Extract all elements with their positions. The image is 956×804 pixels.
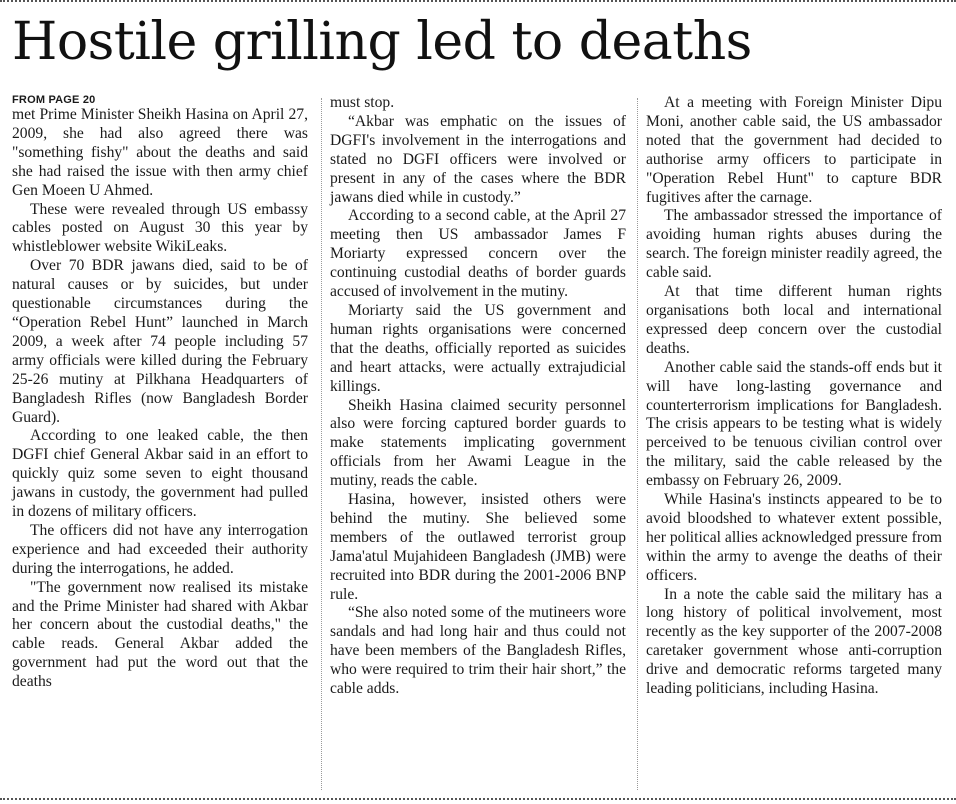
paragraph: The officers did not have any interrogation experience and had exceeded their authority during the interrogations, he added. [12,521,308,577]
paragraph: The ambassador stressed the importance of avoiding human rights abuses during the search. The foreign minister readily agreed, the cable said. [646,207,942,282]
continuation-kicker: FROM PAGE 20 [12,94,96,106]
paragraph: At that time different human rights organisations both local and international expressed deep concern over the custodial deaths. [646,283,942,357]
column-divider [637,98,638,790]
paragraph: While Hasina's instincts appeared to be to avoid bloodshed to whatever extent possible, her political allies acknowledged pressure from within the army to avenge the deaths of their officers. [646,491,942,584]
headline: Hostile grilling led to deaths [12,12,752,72]
paragraph: met Prime Minister Sheikh Hasina on April 27, 2009, she had also agreed there was "something fishy" about the deaths and said she had raised the issue with then army chief Gen Moeen U Ahmed. [12,106,308,199]
paragraph: “Akbar was emphatic on the issues of DGFI's involvement in the interrogations and stated no DGFI officers were involved or present in any of the cases where the BDR jawans died while in custody.” [330,112,626,206]
column-1 [12,94,308,692]
paragraph: These were revealed through US embassy cables posted on August 30 this year by whistleblower website WikiLeaks. [12,200,308,256]
paragraph: “She also noted some of the mutineers wore sandals and had long hair and thus could not have been members of the Bangladesh Rifles, who were required to trim their hair short,” the cable adds. [330,604,626,698]
column-3 [646,94,942,699]
bottom-dotted-rule [0,798,956,804]
paragraph: must stop. [330,94,395,111]
column-2 [330,94,626,699]
paragraph: "The government now realised its mistake and the Prime Minister had shared with Akbar her concern about the custodial deaths," the cable reads. General Akbar added the government had put the word out that the deaths [12,578,308,691]
paragraph: Sheikh Hasina claimed security personnel also were forcing captured border guards to make statements implicating government officials from her Awami League in the mutiny, reads the cable. [330,396,626,490]
column-divider [321,98,322,790]
paragraph: Hasina, however, insisted others were behind the mutiny. She believed some members of the outlawed terrorist group Jama'atul Mujahideen Bangladesh (JMB) were recruited into BDR during the 2001-2006 BNP rule. [330,491,626,603]
paragraph: Moriarty said the US government and human rights organisations were concerned that the deaths, officially reported as suicides and heart attacks, were actually extrajudicial killings. [330,301,626,395]
paragraph: According to a second cable, at the April 27 meeting then US ambassador James F Moriarty expressed concern over the continuing custodial deaths of border guards accused of involvement in the mutiny. [330,207,626,301]
top-dotted-rule [0,0,956,7]
paragraph: According to one leaked cable, the then DGFI chief General Akbar said in an effort to quickly quiz some seven to eight thousand jawans in custody, the government had pulled in dozens of military officers. [12,427,308,521]
paragraph: In a note the cable said the military has a long history of political involvement, most recently as the key supporter of the 2007-2008 caretaker government whose anti-corruption drive and democratic reforms targeted many leading politicians, including Hasina. [646,585,942,698]
paragraph: Over 70 BDR jawans died, said to be of natural causes or by suicides, but under questionable circumstances during the “Operation Rebel Hunt” launched in March 2009, a week after 74 people including 57 army officials were killed during the February 25-26 mutiny at Pilkhana Headquarters of Bangladesh Rifles (now Bangladesh Border Guard). [12,257,308,426]
paragraph: Another cable said the stands-off ends but it will have long-lasting governance and counterterrorism implications for Bangladesh. The crisis appears to be testing what is widely perceived to be tenuous civilian control over the military, said the cable released by the embassy on February 26, 2009. [646,358,942,490]
paragraph: At a meeting with Foreign Minister Dipu Moni, another cable said, the US ambassador noted that the government had decided to authorise army officers to participate in "Operation Rebel Hunt" to capture BDR fugitives after the carnage. [646,94,942,206]
